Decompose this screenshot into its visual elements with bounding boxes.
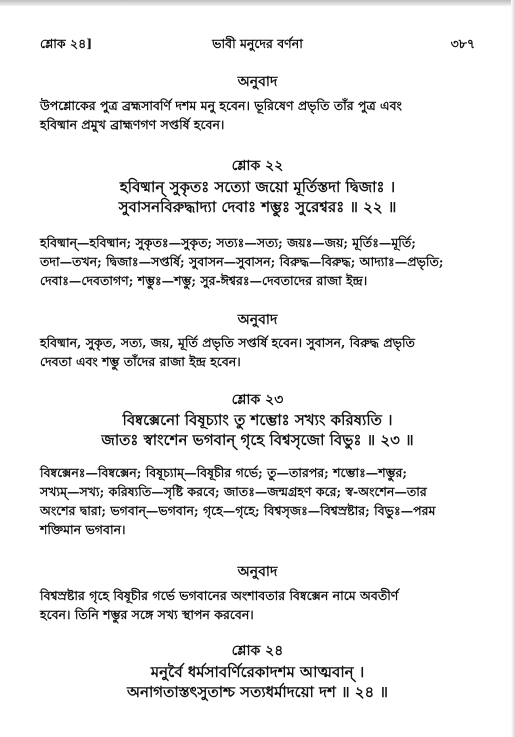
synonym-line: সখ্যম্—সখ্য; করিষ্যতি—সৃষ্টি করবে; জাতঃ—জন্মগ্রহণ করে; স্ব-অংশেন—তার xyxy=(40,484,427,499)
synonym-line: হবিষ্মান্—হবিষ্মান; সুকৃতঃ—সুকৃত; সত্যঃ—সত্য; জয়ঃ—জয়; মূর্তিঃ—মূর্তি; xyxy=(40,235,416,250)
translation-line: হবিষ্মান প্রমুখ ব্রাহ্মণগণ সপ্তর্ষি হবেন। xyxy=(40,117,225,132)
synonym-line: অংশের দ্বারা; ভগবান্—ভগবান; গৃহে—গৃহে; বিশ্বসৃজঃ—বিশ্বস্রষ্টার; বিভুঃ—পরম xyxy=(40,503,436,518)
header-title: ভাবী মনুদের বর্ণনা xyxy=(212,36,303,51)
translation-heading-1: অনুবাদ xyxy=(237,74,278,90)
verse-line: মনুর্বৈ ধর্মসাবর্ণিরেকাদশম আত্মবান্ । xyxy=(150,663,365,681)
verse-line: অনাগতাস্তৎসুতাশ্চ সত্যধর্মাদয়ো দশ ॥ ২৪ ॥ xyxy=(127,683,388,701)
running-header xyxy=(40,36,475,54)
verse-text-23 xyxy=(40,410,475,450)
verse-line: জাতঃ স্বাংশেন ভগবান্ গৃহে বিশ্বসৃজো বিভুঃ ॥ ২৩ ॥ xyxy=(101,431,414,449)
verse-line: হবিষ্মান্ সুকৃতঃ সত্যো জয়ো মূর্তিস্তদা দ্বিজাঃ । xyxy=(119,178,396,196)
translation-text-2 xyxy=(40,333,475,371)
translation-text-1 xyxy=(40,96,475,134)
verse-heading-23: শ্লোক ২৩ xyxy=(231,392,284,408)
translation-line: দেবতা এবং শম্ভু তাঁদের রাজা ইন্দ্র হবেন। xyxy=(40,354,241,369)
translation-heading-3: অনুবাদ xyxy=(237,564,278,580)
verse-line: সুবাসনবিরুদ্ধাদ্যা দেবাঃ শম্ভুঃ সুরেশ্বরঃ ॥ ২২ ॥ xyxy=(118,198,397,216)
synonym-line: শক্তিমান ভগবান। xyxy=(40,522,126,537)
synonyms-23 xyxy=(40,463,475,539)
verse-text-22 xyxy=(40,177,475,217)
synonyms-22 xyxy=(40,233,475,290)
synonym-line: দেবাঃ—দেবতাগণ; শম্ভুঃ—শম্ভু; সুর-ঈশ্বরঃ—দেবতাদের রাজা ইন্দ্র। xyxy=(40,273,368,288)
page-right-edge xyxy=(511,0,515,737)
translation-line: হবিষ্মান, সুকৃত, সত্য, জয়, মূর্তি প্রভৃতি সপ্তর্ষি হবেন। সুবাসন, বিরুদ্ধ প্রভৃতি xyxy=(40,335,415,350)
translation-line: বিশ্বস্রষ্টার গৃহে বিষূচীর গর্ভে ভগবানের অংশাবতার বিষ্বক্সেন নামে অবতীর্ণ xyxy=(40,588,399,603)
page-number: ৩৮৭ xyxy=(450,36,475,51)
page-top-edge xyxy=(0,0,515,6)
translation-line: উপশ্লোকের পুত্র ব্রহ্মসাবর্ণি দশম মনু হবেন। ভূরিষেণ প্রভৃতি তাঁর পুত্র এবং xyxy=(40,98,402,113)
translation-line: হবেন। তিনি শম্ভুর সঙ্গে সখ্য স্থাপন করবেন। xyxy=(40,607,254,622)
synonym-line: বিষ্বক্সেনঃ—বিষ্বক্সেন; বিষূচ্যাম্—বিষূচীর গর্ভে; তু—তারপর; শম্ভোঃ—শম্ভুর; xyxy=(40,465,408,480)
verse-heading-22: শ্লোক ২২ xyxy=(231,158,284,174)
translation-text-3 xyxy=(40,586,475,624)
header-verse-ref: শ্লোক ২৪] xyxy=(40,36,93,51)
verse-heading-24: শ্লোক ২৪ xyxy=(231,643,284,659)
verse-text-24 xyxy=(40,662,475,702)
synonym-line: তদা—তখন; দ্বিজাঃ—সপ্তর্ষি; সুবাসন—সুবাসন; বিরুদ্ধ—বিরুদ্ধ; আদ্যাঃ—প্রভৃতি; xyxy=(40,254,444,269)
translation-heading-2: অনুবাদ xyxy=(237,312,278,328)
verse-line: বিষ্বক্সেনো বিষূচ্যাং তু শম্ভোঃ সখ্যং করিষ্যতি । xyxy=(122,411,393,429)
